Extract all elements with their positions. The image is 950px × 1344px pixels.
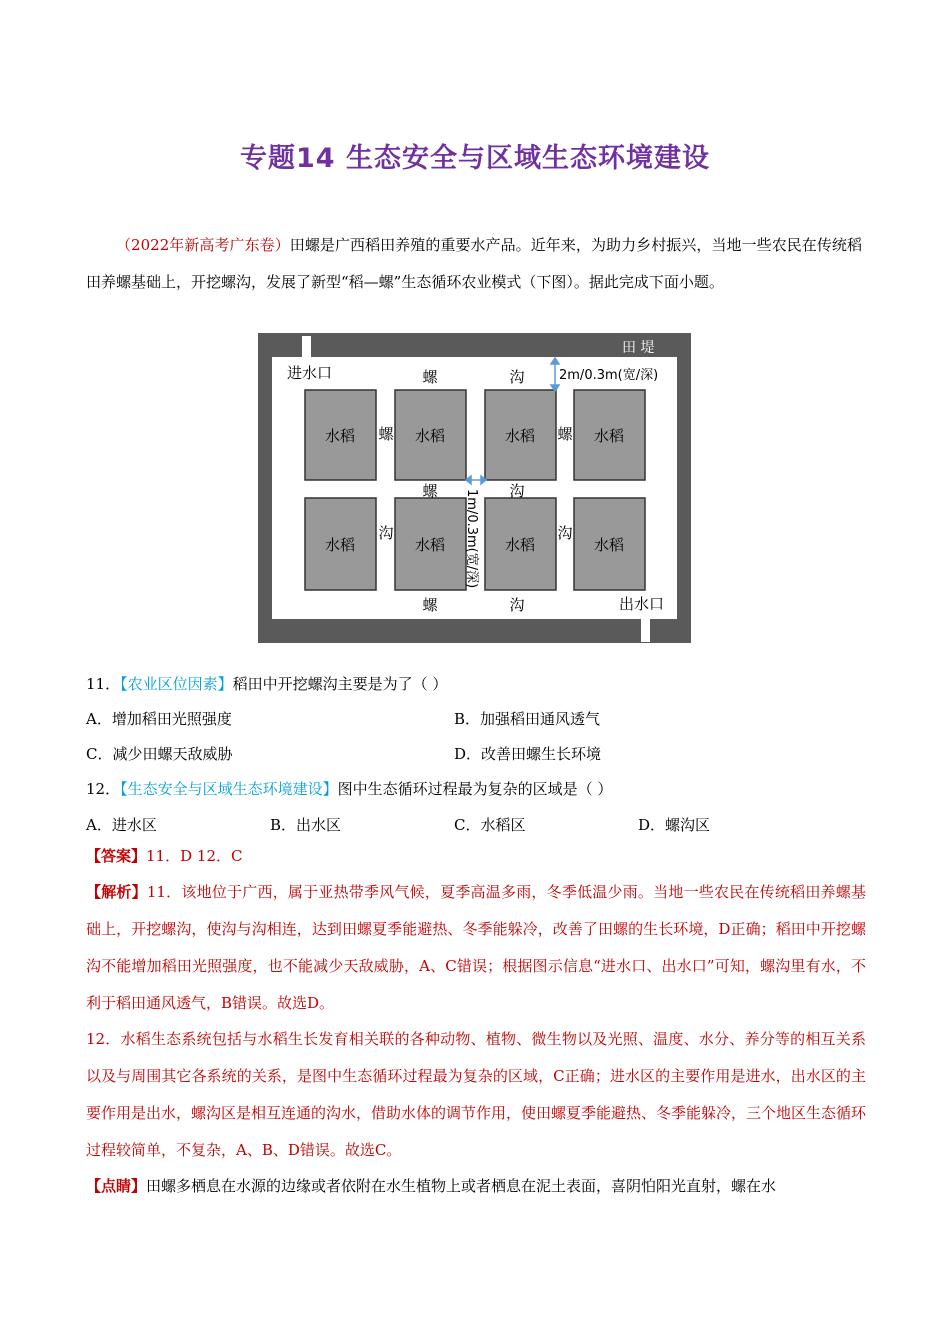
q12-option-a: A．进水区 (86, 816, 157, 834)
rice-label: 水稻 (414, 536, 446, 554)
ditch-label: 螺 (557, 425, 573, 443)
rice-label: 水稻 (593, 536, 625, 554)
tip-label: 【点睛】 (86, 1177, 147, 1195)
analysis-text-2: 12．水稻生态系统包括与水稻生长发育相关联的各种动物、植物、微生物以及光照、温度、水分、养分等的相互关系以及与周围其它各系统的关系，是图中生态循环过程最为复杂的区域，C正确；进水区的主要作用是进水，出水区的主要作用是出水，螺沟区是相互连通的沟水，借助水体的调节作用，使田螺夏季能避热、冬季能躲冷，三个地区生态循环过程较简单，不复杂，A、B、D错误。故选C。 (86, 1030, 867, 1159)
rice-label: 水稻 (504, 427, 536, 445)
answer-line (86, 838, 866, 875)
outer-ditch-size: 2m/0.3m(宽/深) (559, 368, 659, 383)
ditch-label: 沟 (509, 596, 525, 614)
inlet-label: 进水口 (287, 364, 333, 382)
answer-text: 11．D 12．C (146, 847, 243, 865)
q12-tag: 【生态安全与区域生态环境建设】 (120, 780, 338, 798)
q11-number: 11． (86, 675, 121, 693)
page-title: 专题14 生态安全与区域生态环境建设 (240, 143, 710, 174)
ditch-label: 沟 (509, 482, 525, 500)
question-12 (86, 778, 612, 799)
rice-label: 水稻 (504, 536, 536, 554)
analysis-text-1: 11．该地位于广西，属于亚热带季风气候，夏季高温多雨，冬季低温少雨。当地一些农民在传统稻田养螺基础上，开挖螺沟，使沟与沟相连，达到田螺夏季能避热、冬季能躲冷，改善了田螺的生长环境，D正确；稻田中开挖螺沟不能增加稻田光照强度，也不能减少天敌威胁，A、C错误；根据图示信息“进水口、出水口”可知，螺沟里有水，不利于稻田通风透气，B错误。故选D。 (86, 883, 866, 1012)
dike-label: 田 堤 (622, 340, 655, 356)
ditch-label: 沟 (378, 524, 394, 542)
ditch-label: 螺 (378, 425, 394, 443)
q11-text: 稻田中开挖螺沟主要是为了（ ） (232, 675, 448, 693)
ditch-label: 沟 (557, 524, 573, 542)
outlet-label: 出水口 (619, 595, 665, 613)
q11-option-a: A．增加稻田光照强度 (86, 710, 232, 728)
q11-tag: 【农业区位因素】 (120, 675, 233, 693)
outlet-gap (641, 618, 650, 642)
q12-number: 12． (86, 780, 121, 798)
source-label: （2022年新高考广东卷） (116, 236, 290, 254)
rice-label: 水稻 (324, 427, 356, 445)
q11-option-d: D．改善田螺生长环境 (454, 745, 602, 763)
q12-option-c: C．水稻区 (454, 816, 526, 834)
ditch-label: 沟 (509, 368, 525, 386)
rice-label: 水稻 (324, 536, 356, 554)
q12-option-d: D．螺沟区 (638, 816, 711, 834)
rice-label: 水稻 (593, 427, 625, 445)
q11-option-b: B．加强稻田通风透气 (454, 710, 601, 728)
q12-option-b: B．出水区 (270, 816, 342, 834)
tip-text: 田螺多栖息在水源的边缘或者依附在水生植物上或者栖息在泥土表面，喜阴怕阳光直射，螺在水 (146, 1177, 777, 1195)
intro-text: 田螺是广西稻田养殖的重要水产品。近年来，为助力乡村振兴，当地一些农民在传统稻田养螺基础上，开挖螺沟，发展了新型“稻—螺”生态循环农业模式（下图）。据此完成下面小题。 (86, 236, 862, 291)
answer-label: 【答案】 (86, 847, 147, 865)
ditch-label: 螺 (422, 368, 438, 386)
ditch-label: 螺 (422, 596, 438, 614)
q12-text: 图中生态循环过程最为复杂的区域是（ ） (337, 780, 613, 798)
rice-label: 水稻 (414, 427, 446, 445)
analysis-label: 【解析】 (86, 883, 147, 901)
question-11 (86, 673, 447, 694)
q11-option-c: C．减少田螺天敌威胁 (86, 745, 233, 763)
intro-paragraph (86, 227, 862, 301)
inner-ditch-size: 1m/0.3m(宽/深) (464, 489, 479, 589)
ditch-label: 螺 (422, 482, 438, 500)
analysis-p2 (86, 1021, 866, 1169)
inlet-gap (302, 336, 311, 358)
analysis-p1 (86, 874, 866, 1022)
rice-snail-diagram (258, 333, 691, 643)
tip-paragraph (86, 1168, 866, 1205)
